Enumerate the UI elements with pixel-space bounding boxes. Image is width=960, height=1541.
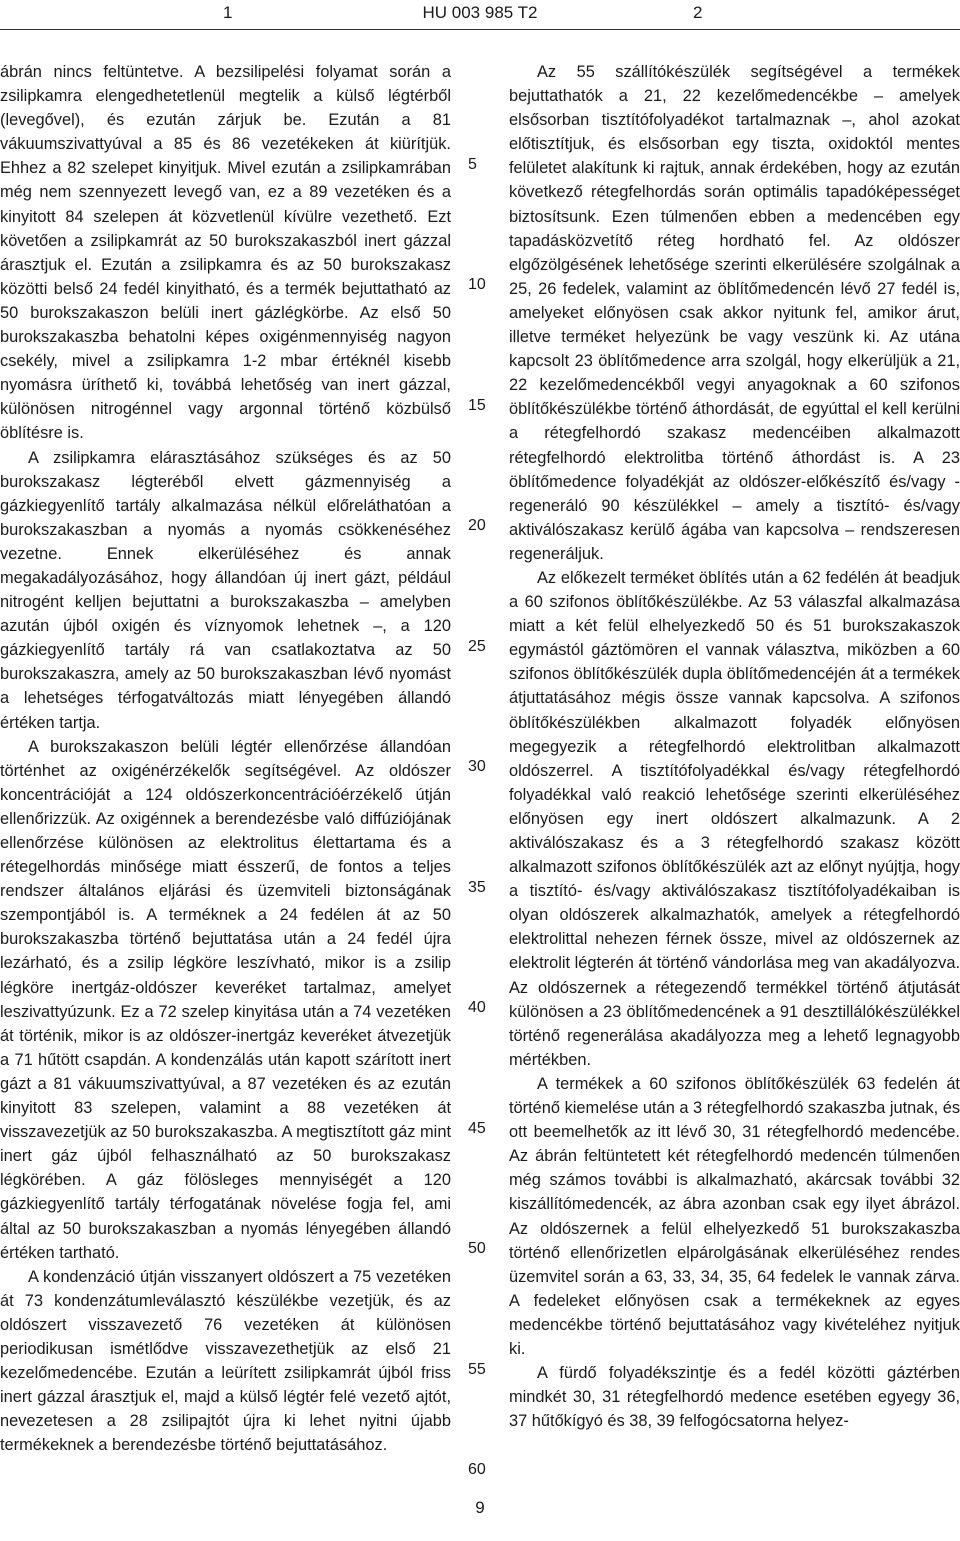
line-number: 5 [468,156,477,173]
right-page-number: 2 [693,3,703,22]
line-number: 30 [468,758,486,775]
right-column [509,60,960,1433]
line-number: 25 [468,638,486,655]
page-number: 9 [475,1498,485,1517]
line-number: 35 [468,879,486,896]
paragraph: A termékek a 60 szifonos öblítőkészülék 63 fedelén át történő kiemelése után a 3 rétegfelhordó szakaszba jutnak, és ott beemelhetők az itt lévő 30, 31 rétegfelhordó medencébe. Az ábrán feltüntetett két rétegfelhordó medencén túlmenően még számos további is alkalmazható, akárcsak további 32 kiszállítómedencék, az ábra azonban csak egy ilyet ábrázol. Az oldószernek a felül elhelyezkedő 51 burokszakaszba történő ellenőrizetlen elpárolgásának elkerüléséhez rendes üzemvitel során a 63, 33, 34, 35, 64 fedelek le vannak zárva. A fedeleket előnyösen csak a termékeknek az egyes medencékbe történő bejuttatásához vagy kivételéhez nyitjuk ki. [509,1074,960,1358]
left-column [0,60,451,1457]
line-number: 50 [468,1240,486,1257]
line-number: 45 [468,1120,486,1137]
paragraph: A zsilipkamra elárasztásához szükséges és az 50 burokszakasz légteréből elvett gázmennyiség a gázkiegyenlítő tartály alkalmazása nélkül előreláthatóan a burokszakaszban a nyomás a nyomás csökkenéséhez vezetne. Ennek elkerüléséhez és annak megakadályozásához, hogy állandóan új inert gázt, például nitrogént kelljen bejuttatni a burokszakaszba – amelyben azután újból oxigén és víznyomok lehetnek –, a 120 gázkiegyenlítő tartály rá van csatlakoztatva az 50 burokszakaszra, amely az 50 burokszakaszban lévő nyomást a lehetséges térfogatváltozás miatt lényegében állandó értéken tartja. [0,448,451,732]
line-number: 60 [468,1461,486,1478]
paragraph: Az 55 szállítókészülék segítségével a termékek bejuttathatók a 21, 22 kezelőmedencékbe – amelyek elsősorban tisztítófolyadékot tartalmaznak –, ahol azokat előtisztítjuk, és elsősorban egy tiszta, oxidoktól mentes felületet alakítunk ki rajtuk, annak érdekében, hogy az ezután következő rétegfelhordás során optimális tapadóképességet biztosítsunk. Ezen túlmenően ebben a medencében egy tapadásközvetítő réteg hordható fel. Az oldószer elgőzölgésének lehetősége szerinti elkerülésére szolgálnak a 25, 26 fedelek, valamint az öblítőmedencén lévő 27 fedél is, amelyeket előnyösen csak akkor nyitunk fel, amikor árut, illetve terméket helyezünk be vagy veszünk ki. Az utána kapcsolt 23 öblítőmedence arra szolgál, hogy elkerüljük a 21, 22 kezelőmedencékből vegyi anyagoknak a 60 szifonos öblítőkészülékbe történő áthordását, de egyúttal el kell kerülni a rétegfelhordó szakasz medencéiben alkalmazott rétegfelhordó elektrolitba történő áthordást is. A 23 öblítőmedence folyadékját az oldószer-előkészítő és/vagy -regeneráló 90 készülékkel – amely a tisztító- és/vagy aktiválószakasz kerülő ágába van kapcsolva – rendszeresen regeneráljuk. [509,63,960,563]
line-number: 40 [468,999,486,1016]
left-page-number: 1 [223,3,233,22]
line-number: 20 [468,517,486,534]
paragraph: A fürdő folyadékszintje és a fedél közötti gáztérben mindkét 30, 31 rétegfelhordó medence esetében egyegy 36, 37 hűtőkígyó és 38, 39 felfogócsatorna helyez- [509,1364,960,1431]
paragraph: A burokszakaszon belüli légtér ellenőrzése állandóan történhet az oxigénérzékelők segítségével. Az oldószer koncentrációját a 124 oldószerkoncentrációérzékelő útján ellenőrizzük. Az oxigénnek a berendezésbe való diffúziójának ellenőrzése különösen az elektrolitus élettartama és a rétegelhordás minősége miatt ésszerű, de fontos a teljes rendszer általános eljárási és üzemviteli biztonságának szempontjából is. A terméknek a 24 fedélen át az 50 burokszakaszba történő bejuttatása után a 24 fedél újra lezárható, és a zsilip légköre leszívható, mikor is a zsilip légköre inertgáz-oldószer keveréket tartalmaz, amelyet leszivattyúzunk. Ez a 72 szelep kinyitása után a 74 vezetéken át történik, mikor is az oldószer-inertgáz keveréket átvezetjük a 71 hűtött csapdán. A kondenzálás után kapott szárított inert gázt a 81 vákuumszivattyúval, a 87 vezetéken és az ezután kinyitott 83 szelepen, valamint a 88 vezetéken át visszavezetjük az 50 burokszakaszba. A megtisztított gáz mint inert gáz újból felhasználható az 50 burokszakasz légkörében. A gáz fölösleges mennyiségét a 120 gázkiegyenlítő tartály térfogatának növelése fogja fel, ami által az 50 burokszakaszban a nyomás lényegében állandó értéken tartható. [0,737,451,1262]
line-number: 55 [468,1361,486,1378]
line-number: 10 [468,276,486,293]
document-id: HU 003 985 T2 [422,3,538,22]
paragraph: A kondenzáció útján visszanyert oldószert a 75 vezetéken át 73 kondenzátumleválasztó készülékbe vezetjük, és az oldószert visszavezető 76 vezetéken át különösen periodikusan ismétlődve visszavezethetjük az első 21 kezelőmedencébe. Ezután a leürített zsilipkamrát újból friss inert gázzal árasztjuk el, majd a külső légtér felé vezető ajtót, nevezetesen a 28 zsilipajtót újra ki lehet nyitni újabb termékeknek a berendezésbe történő bejuttatásához. [0,1267,451,1455]
paragraph: ábrán nincs feltüntetve. A bezsilipelési folyamat során a zsilipkamra elengedhetetlenül megtelik a külső légtérből (levegővel), és ezután zárjuk be. Ezután a 81 vákuumszivattyúval a 85 és 86 vezetékeken át kiürítjük. Ehhez a 82 szelepet kinyitjuk. Mivel ezután a zsilipkamrában még nem szennyezett levegő van, ez a 89 vezetéken és a kinyitott 84 szelepen át közvetlenül kívülre vezethető. Ezt követően a zsilipkamrát az 50 burokszakaszból inert gázzal árasztjuk el. Ezután a zsilipkamra és az 50 burokszakasz közötti belső 24 fedél kinyitható, és a termék bejuttatható az 50 burokszakaszon belüli inert gázlégkörbe. Az első 50 burokszakaszba behatolni képes oxigénmennyiség nagyon csekély, mivel a zsilipkamra 1-2 mbar értéknél kisebb nyomásra üríthető ki, továbbá lehetőség van inert gázzal, különösen nitrogénnel vagy argonnal történő közbülső öblítésre is. [0,63,451,443]
paragraph: Az előkezelt terméket öblítés után a 62 fedélén át beadjuk a 60 szifonos öblítőkészülékbe. Az 53 válaszfal alkalmazása miatt a két felül elhelyezkedő 50 és 51 burokszakaszok egymástól gáztömören el vannak választva, miközben a 60 szifonos öblítőkészülék dupla öblítőmedencéjén át a termékek átjuttatásához mégis össze vannak kapcsolva. A szifonos öblítőkészülékben alkalmazott folyadék előnyösen megegyezik a rétegfelhordó elektrolitban alkalmazott oldószerrel. A tisztítófolyadékkal és/vagy rétegfelhordó folyadékkal való reakció lehetősége szerinti elkerüléséhez előnyösen egy inert oldószert alkalmazunk. A 2 aktiválószakasz és a 3 rétegfelhordó szakasz között alkalmazott szifonos öblítőkészülék azt az előnyt nyújtja, hogy a tisztító- és/vagy aktiválószakasz tisztítófolyadékaiban is olyan oldószerek alkalmazhatók, amelyek a rétegfelhordó elektrolittal nehezen férnek össze, mivel az oldószernek az elektrolit légterén át történő vándorlása meg van akadályozva. Az oldószernek a rétegezendő termékkel történő átjutását különösen a 23 öblítőmedencének a 91 desztillálókészülékkel történő regenerálása akadályozza meg a lehető legnagyobb mértékben. [509,568,960,1069]
header-rule [0,29,960,30]
line-number: 15 [468,397,486,414]
